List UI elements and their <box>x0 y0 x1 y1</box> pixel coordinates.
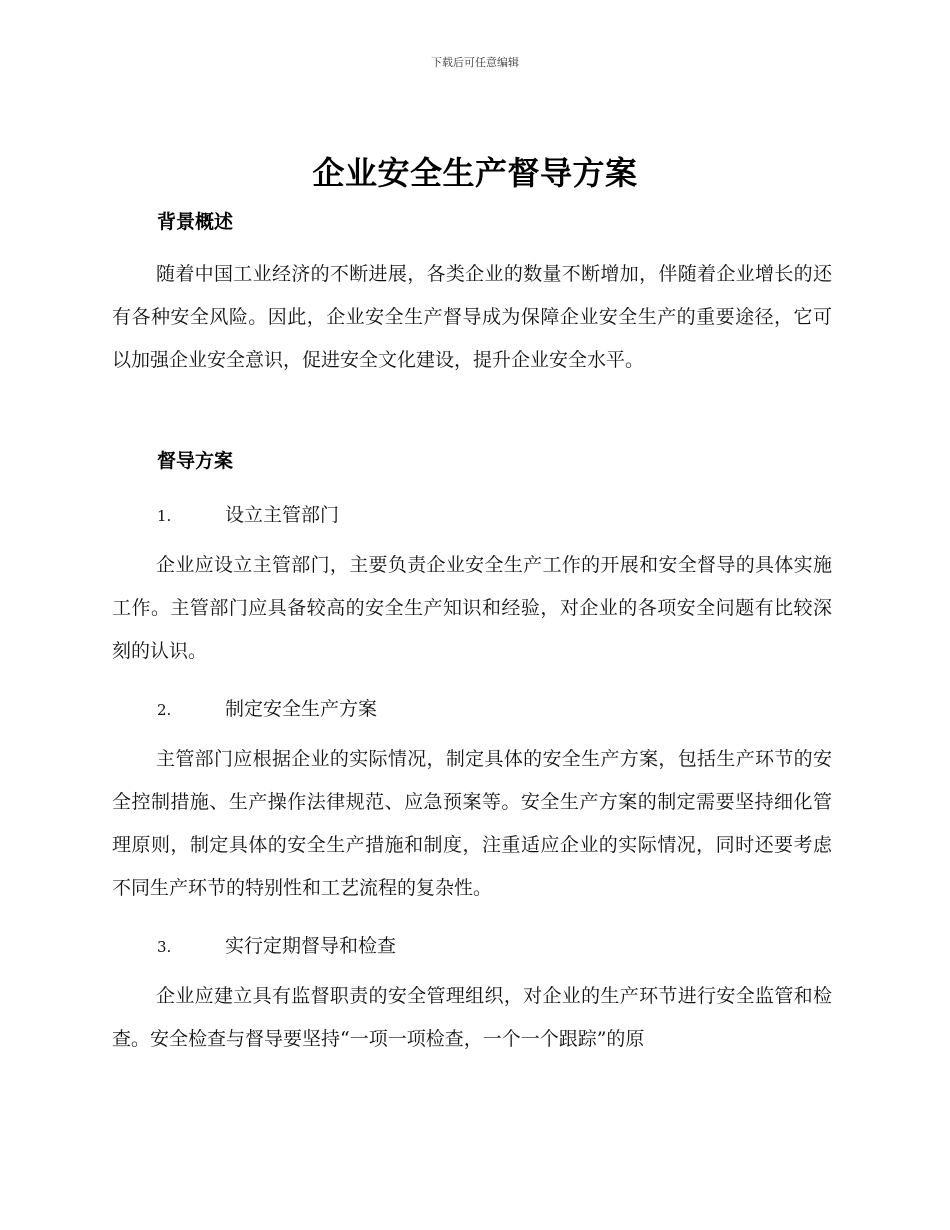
header-note: 下载后可任意编辑 <box>431 56 519 69</box>
plan-item-2-number: 2. <box>157 701 172 719</box>
plan-item-1-heading <box>157 500 339 527</box>
plan-item-3-number: 3. <box>157 938 172 956</box>
section-heading-background: 背景概述 <box>157 211 234 233</box>
document-title: 企业安全生产督导方案 <box>312 154 638 192</box>
section-heading-plan: 督导方案 <box>157 450 234 472</box>
plan-item-2-paragraph: 主管部门应根据企业的实际情况，制定具体的安全生产方案，包括生产环节的安全控制措施、生产操作法律规范、应急预案等。安全生产方案的制定需要坚持细化管理原则，制定具体的安全生产措施和制度，注重适应企业的实际情况，同时还要考虑不同生产环节的特别性和工艺流程的复杂性。 <box>112 748 832 899</box>
plan-item-1-title: 设立主管部门 <box>225 504 340 526</box>
plan-item-2-title: 制定安全生产方案 <box>225 698 378 720</box>
plan-item-3-title: 实行定期督导和检查 <box>225 935 397 957</box>
plan-item-3-paragraph: 企业应建立具有监督职责的安全管理组织，对企业的生产环节进行安全监管和检查。安全检查与督导要坚持“一项一项检查，一个一个跟踪”的原 <box>112 985 832 1050</box>
plan-item-2-heading <box>157 694 377 721</box>
background-paragraph: 随着中国工业经济的不断进展，各类企业的数量不断增加，伴随着企业增长的还有各种安全风险。因此，企业安全生产督导成为保障企业安全生产的重要途径，它可以加强企业安全意识，促进安全文化建设，提升企业安全水平。 <box>112 263 832 371</box>
plan-item-1-number: 1. <box>157 507 172 525</box>
plan-item-3-heading <box>157 931 396 958</box>
plan-item-1-paragraph: 企业应设立主管部门，主要负责企业安全生产工作的开展和安全督导的具体实施工作。主管部门应具备较高的安全生产知识和经验，对企业的各项安全问题有比较深刻的认识。 <box>112 554 832 662</box>
